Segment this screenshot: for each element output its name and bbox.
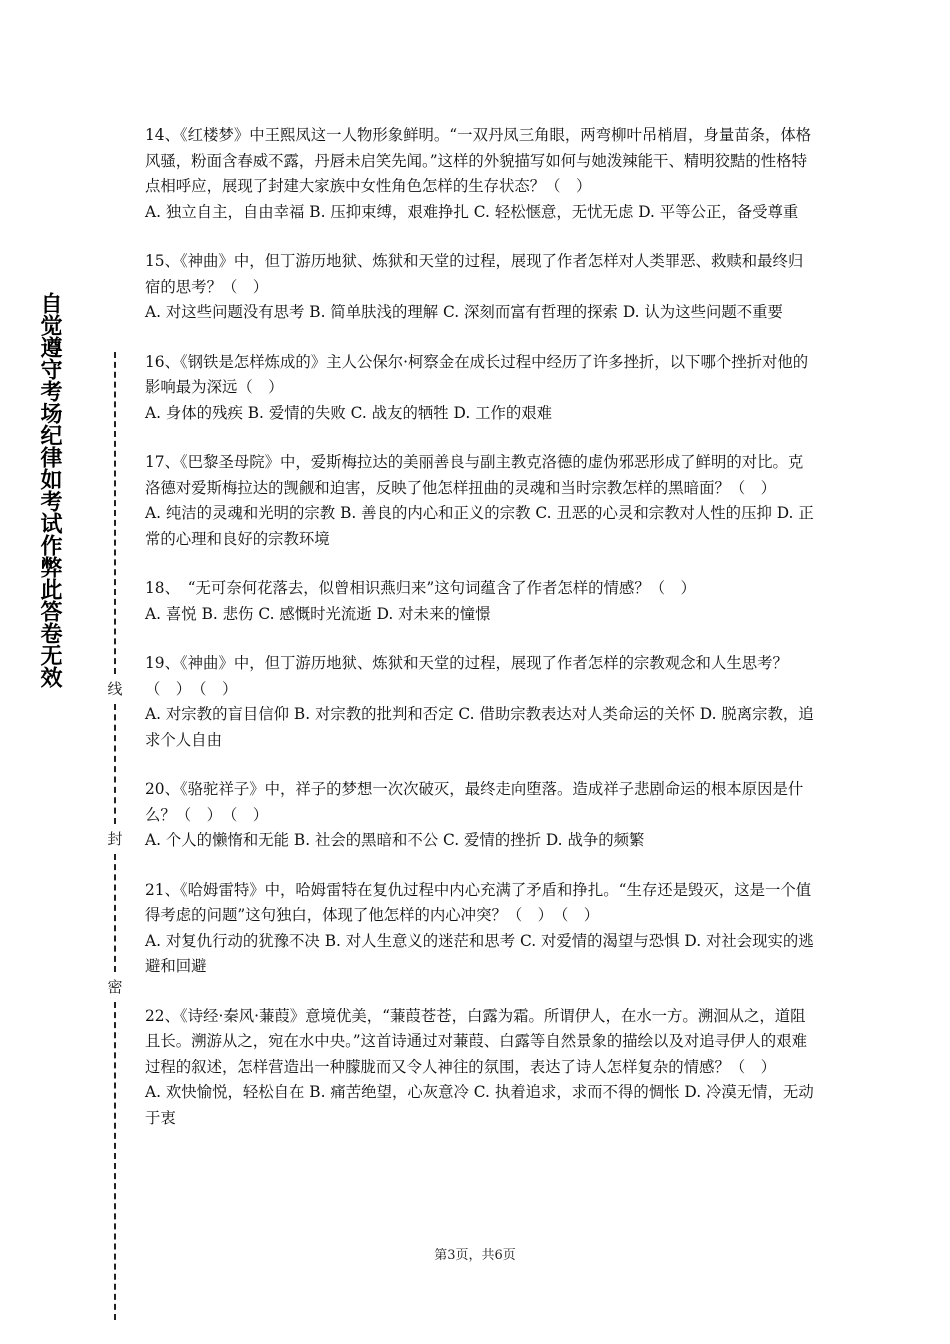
question-stem: 20、《骆驼祥子》中，祥子的梦想一次次破灭，最终走向堕落。造成祥子悲剧命运的根本原因是什么？（ ） （ ） <box>145 780 804 824</box>
question-options: A. 身体的残疾 B. 爱情的失败 C. 战友的牺牲 D. 工作的艰难 <box>145 403 553 422</box>
question-20 <box>145 777 815 854</box>
binding-dash-segment <box>114 854 116 972</box>
question-stem: 21、《哈姆雷特》中，哈姆雷特在复仇过程中内心充满了矛盾和挣扎。“生存还是毁灭，这是一个值得考虑的问题”这句独白，体现了他怎样的内心冲突？（ ） （ ） <box>145 880 812 924</box>
binding-dash-segment <box>114 1002 116 1320</box>
binding-label-feng: 封 <box>104 828 126 849</box>
question-stem: 16、《钢铁是怎样炼成的》主人公保尔·柯察金在成长过程中经历了许多挫折，以下哪个挫折对他的影响最为深远（ ） <box>145 352 809 396</box>
exam-discipline-warning: 自觉遵守考场纪律如考试作弊此答卷无效 <box>37 292 62 688</box>
binding-line <box>104 352 126 1322</box>
binding-dash-segment <box>114 352 116 674</box>
question-15 <box>145 249 815 326</box>
question-stem: 18、 “无可奈何花落去，似曾相识燕归来”这句词蕴含了作者怎样的情感？（ ） <box>145 579 696 597</box>
binding-dash-segment <box>114 704 116 824</box>
question-18 <box>145 576 815 627</box>
question-options: A. 个人的懒惰和无能 B. 社会的黑暗和不公 C. 爱情的挫折 D. 战争的频繁 <box>145 831 645 849</box>
question-options: A. 喜悦 B. 悲伤 C. 感慨时光流逝 D. 对未来的憧憬 <box>145 604 491 623</box>
question-options: A. 对宗教的盲目信仰 B. 对宗教的批判和否定 C. 借助宗教表达对人类命运的关怀 D. 脱离宗教，追求个人自由 <box>145 705 814 749</box>
question-options: A. 独立自主，自由幸福 B. 压抑束缚，艰难挣扎 C. 轻松惬意，无忧无虑 D. 平等公正，备受尊重 <box>145 202 799 221</box>
question-stem: 17、《巴黎圣母院》中，爱斯梅拉达的美丽善良与副主教克洛德的虚伪邪恶形成了鲜明的对比。克洛德对爱斯梅拉达的觊觎和迫害，反映了他怎样扭曲的灵魂和当时宗教怎样的黑暗面？（ ） <box>145 453 804 497</box>
question-17 <box>145 450 815 552</box>
binding-label-xian: 线 <box>104 678 126 699</box>
question-list <box>145 123 815 1155</box>
question-16 <box>145 350 815 427</box>
question-stem: 19、《神曲》中，但丁游历地狱、炼狱和天堂的过程，展现了作者怎样的宗教观念和人生思考？（ ） （ ） <box>145 654 788 698</box>
question-19 <box>145 651 815 753</box>
binding-label-mi: 密 <box>104 976 126 997</box>
question-options: A. 对这些问题没有思考 B. 简单肤浅的理解 C. 深刻而富有哲理的探索 D. 认为这些问题不重要 <box>145 303 783 321</box>
question-stem: 14、《红楼梦》中王熙凤这一人物形象鲜明。“一双丹凤三角眼，两弯柳叶吊梢眉，身量苗条，体格风骚，粉面含春威不露，丹唇未启笑先闻。”这样的外貌描写如何与她泼辣能干、精明狡黠的性格特点相呼应，展现了封建大家族中女性角色怎样的生存状态？（ ） <box>145 126 812 195</box>
question-options: A. 欢快愉悦，轻松自在 B. 痛苦绝望，心灰意冷 C. 执着追求，求而不得的惆怅 D. 冷漠无情，无动于衷 <box>145 1083 814 1127</box>
page-number-footer: 第3页，共6页 <box>434 1248 516 1263</box>
question-14 <box>145 123 815 225</box>
question-stem: 22、《诗经·秦风·蒹葭》意境优美，“蒹葭苍苍，白露为霜。所谓伊人，在水一方。溯洄从之，道阻且长。溯游从之，宛在水中央。”这首诗通过对蒹葭、白露等自然景象的描绘以及对追寻伊人的艰难过程的叙述，怎样营造出一种朦胧而又令人神往的氛围，表达了诗人怎样复杂的情感？（ ） <box>145 1006 807 1076</box>
question-21 <box>145 878 815 980</box>
question-options: A. 纯洁的灵魂和光明的宗教 B. 善良的内心和正义的宗教 C. 丑恶的心灵和宗教对人性的压抑 D. 正常的心理和良好的宗教环境 <box>145 504 814 548</box>
question-22 <box>145 1004 815 1132</box>
question-options: A. 对复仇行动的犹豫不决 B. 对人生意义的迷茫和思考 C. 对爱情的渴望与恐惧 D. 对社会现实的逃避和回避 <box>145 931 814 975</box>
question-stem: 15、《神曲》中，但丁游历地狱、炼狱和天堂的过程，展现了作者怎样对人类罪恶、救赎和最终归宿的思考？（ ） <box>145 252 804 296</box>
